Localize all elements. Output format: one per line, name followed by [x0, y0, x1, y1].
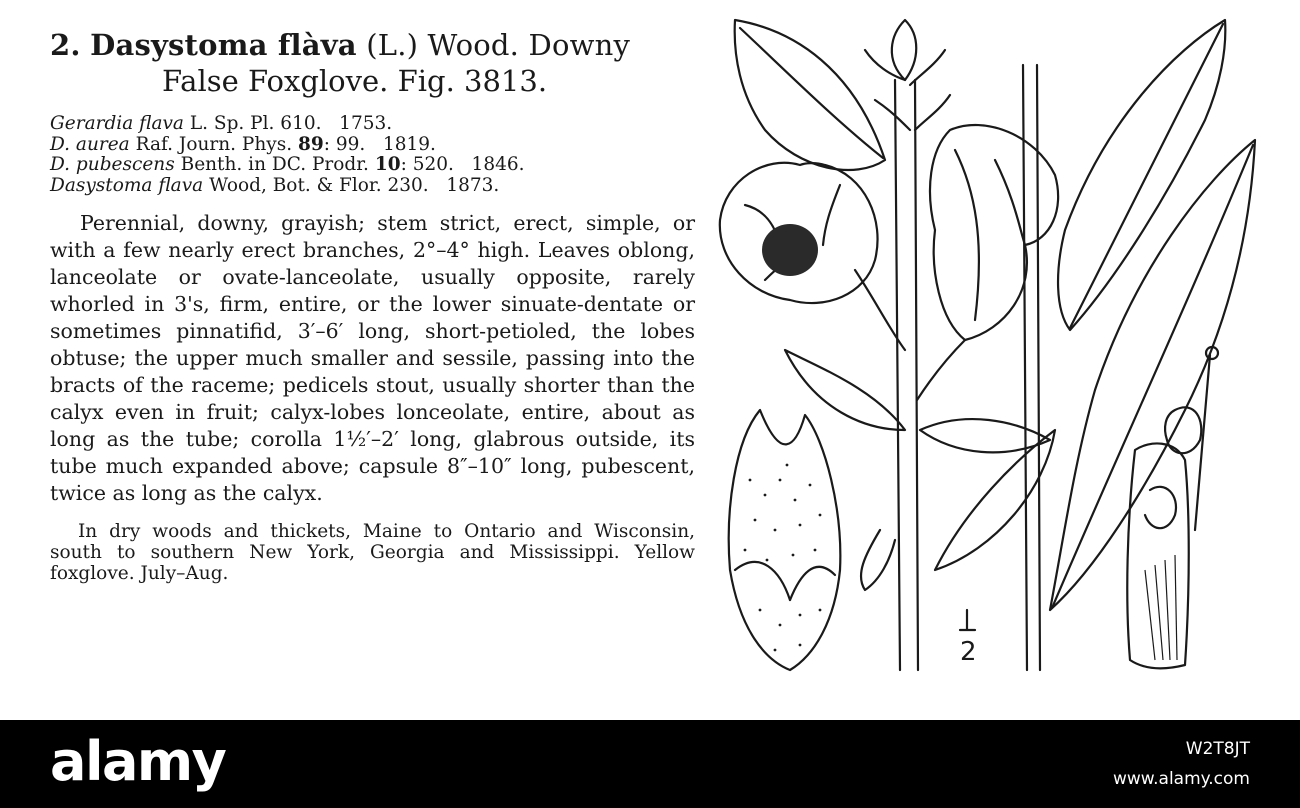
leaf-lower [861, 530, 895, 590]
leaf-vein [1070, 24, 1223, 328]
synonym-name: Dasystoma flava [50, 174, 204, 196]
entry-text [50, 28, 695, 584]
synonym-citation: Wood, Bot. & Flor. 230. [209, 174, 429, 196]
calyx-detail [729, 410, 841, 670]
synonym-year: 1819. [382, 133, 436, 155]
synonym-page: : 99. [323, 133, 366, 155]
leaf-lower [935, 430, 1055, 570]
habitat-range: In dry woods and thickets, Maine to Ontario and Wisconsin, south to southern New York, Georgia and Mississippi. Yellow foxglove. July–Aug. [50, 521, 695, 584]
raceme-top [892, 20, 916, 80]
main-stem-edge [915, 80, 918, 670]
scale-marker [960, 610, 975, 630]
synonym-citation: Raf. Journ. Phys. [135, 133, 293, 155]
synonym-line [50, 135, 695, 156]
entry-heading [50, 28, 695, 62]
common-name-part2: False Foxglove. [162, 64, 389, 98]
synonym-citation: L. Sp. Pl. 610. [189, 113, 322, 134]
calyx-stipple [744, 464, 822, 652]
entry-heading-line2 [50, 64, 695, 98]
synonym-volume: 89 [298, 133, 324, 155]
plant-illustration [705, 10, 1265, 675]
entry-number: 2. [50, 28, 81, 62]
flower-tube-line [995, 160, 1025, 245]
synonym-line [50, 114, 695, 135]
style-filament [1195, 355, 1210, 530]
calyx-lobe [790, 567, 835, 600]
alamy-logo: alamy [50, 730, 226, 793]
synonym-line [50, 155, 695, 176]
common-name-part1: Downy [528, 28, 631, 62]
detail-label: 2 [960, 637, 977, 667]
site-url: www.alamy.com [1112, 769, 1250, 789]
synonym-list [50, 114, 695, 196]
bract [875, 100, 910, 130]
secondary-stem-edge [1037, 65, 1040, 670]
flower-petal-line [823, 185, 840, 245]
watermark-bar [0, 720, 1300, 808]
leaf-vein [740, 28, 883, 158]
synonym-name: Gerardia flava [50, 113, 184, 134]
anther [1145, 487, 1176, 528]
bract [865, 50, 905, 80]
synonym-page: : 520. [400, 154, 454, 175]
bract-mid [917, 340, 965, 400]
synonym-line [50, 176, 695, 197]
flower-tube-line [955, 150, 979, 320]
synonym-year: 1846. [471, 154, 525, 175]
image-id: W2T8JT [1185, 739, 1250, 759]
synonym-year: 1873. [446, 174, 500, 196]
synonym-name: D. aurea [50, 133, 130, 155]
species-authority: (L.) Wood. [366, 28, 520, 62]
leaf-middle [920, 419, 1050, 452]
species-description: Perennial, downy, grayish; stem strict, erect, simple, or with a few nearly erect branches, 2°–4° high. Leaves oblong, lanceolate or ovate-lanceolate, usually opposite, rarely whorled in 3's, firm, entire, or the lower sinuate-dentate or sometimes pinnatifid, 3′–6′ long, short-petioled, the lobes obtuse; the upper much smaller and sessile, passing into the bracts of the raceme; pedicels stout, usually shorter than the calyx even in fruit; calyx-lobes lonceolate, entire, about as long as the tube; corolla 1½′–2′ long, glabrous outside, its tube much expanded above; capsule 8″–10″ long, pubescent, twice as long as the calyx. [50, 211, 695, 505]
flower-center [762, 224, 818, 276]
stamen-hairs [1145, 555, 1177, 660]
stamen-detail [1127, 443, 1188, 668]
bract [915, 95, 950, 130]
main-stem [895, 80, 900, 670]
figure-reference: Fig. 3813. [397, 64, 548, 98]
species-name: Dasystoma flàva [90, 28, 357, 62]
synonym-citation: Benth. in DC. Prodr. [180, 154, 369, 175]
synonym-year: 1753. [339, 113, 393, 134]
calyx-lobe [735, 562, 790, 600]
secondary-stem [1023, 65, 1027, 670]
synonym-volume: 10 [374, 154, 401, 175]
synonym-name: D. pubescens [50, 154, 175, 175]
